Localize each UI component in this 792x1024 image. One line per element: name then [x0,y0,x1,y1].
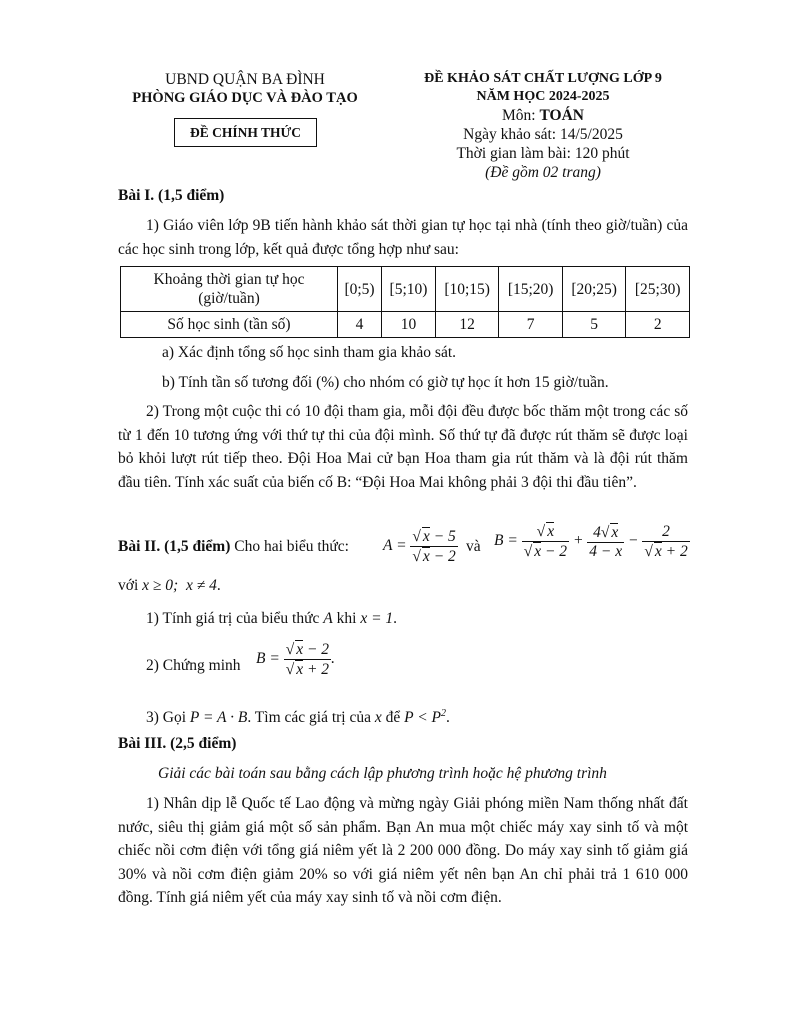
self-study-table [120,266,690,338]
org-header [118,70,372,108]
and-word: và [466,538,481,555]
exam-title: ĐỀ KHẢO SÁT CHẤT LƯỢNG LỚP 9 [424,71,662,86]
table-header-label-b: (giờ/tuần) [198,290,260,307]
subject-name: TOÁN [539,107,584,124]
condition-line: với x ≥ 0; x ≠ 4. [118,577,221,594]
section-1-title: Bài I. (1,5 điểm) [118,187,225,204]
section-1-paragraph-1: 1) Giáo viên lớp 9B tiến hành khảo sát thời gian tự học tại nhà (tính theo giờ/tuần) của các học sinh trong lớp, kết quả được tổng hợp như sau: [118,217,688,258]
question-2-1-text-b: khi [332,610,361,627]
table-row-counts [121,312,690,338]
table-header-label-a: Khoảng thời gian tự học [153,271,305,288]
formula-a: A = $\frac{√ x - 5}{√ x - 2}$ [383,528,456,565]
question-2-2-text: 2) Chứng minh [146,657,241,674]
exam-duration: Thời gian làm bài: 120 phút [456,145,630,162]
question-2-3: 3) Gọi P = A · B. Tìm các giá trị của x để $P < P^2$. [146,708,450,727]
table-header-cell [121,267,338,312]
question-2-3-text-b: . Tìm các giá trị của [247,709,375,727]
question-2-1-text-a: 1) Tính giá trị của biểu thức [146,610,324,627]
official-label-box: ĐỀ CHÍNH THỨC [174,118,317,147]
table-cell-count: 2 [626,312,690,338]
table-cell-interval: [5;10) [382,267,436,312]
school-year: NĂM HỌC 2024-2025 [476,89,610,104]
table-cell-count: 5 [562,312,626,338]
section-3-title: Bài III. (2,5 điểm) [118,735,237,752]
table-cell-interval: [25;30) [626,267,690,312]
subject-prefix: Môn: [502,107,540,124]
question-1b: b) Tính tần số tương đối (%) cho nhóm có giờ tự học ít hơn 15 giờ/tuần. [162,374,609,391]
table-cell-count: 12 [435,312,499,338]
question-2-1: 1) Tính giá trị của biểu thức A khi x = 1. [146,610,398,627]
question-2-2 [146,654,241,678]
table-cell-interval: [0;5) [338,267,382,312]
formula-b: B = $\frac{√ x}{√ x - 2}$ + $\frac{4√ x}{4 - x}$ − $\frac{2}{√ x + 2}$ [494,522,688,560]
question-2-3-text-a: 3) Gọi [146,709,190,727]
pages-note: (Đề gồm 02 trang) [485,164,601,181]
section-2-title: Bài II. (1,5 điểm) [118,538,231,555]
table-cell-count: 4 [338,312,382,338]
question-2-3-text-c: để [381,709,405,727]
table-cell-count: 10 [382,312,436,338]
table-cell-interval: [10;15) [435,267,499,312]
table-cell-count: 7 [499,312,563,338]
section-3-paragraph-1: 1) Nhân dịp lễ Quốc tế Lao động và mừng ngày Giải phóng miền Nam thống nhất đất nước, siêu thị giảm giá một số sản phẩm. Bạn An mua một chiếc máy xay sinh tố và một chiếc nồi cơm điện với tổng giá niêm yết là 2 200 000 đồng. Do máy xay sinh tố giảm giá 30% và nồi cơm điện giảm 20% so với giá niêm yết nên bạn An chỉ phải trả 1 610 000 đồng. Tính giá niêm yết của máy xay sinh tố và nồi cơm điện. [118,795,688,906]
section-2-intro [118,535,349,559]
section-1-paragraph-2: 2) Trong một cuộc thi có 10 đội tham gia, mỗi đội đều được bốc thăm một trong các số từ 1 đến 10 tương ứng với thứ tự thi của đội mình. Số thứ tự đã được rút thăm sẽ được loại bỏ khỏi lượt rút tiếp theo. Đội Hoa Mai cử bạn Hoa tham gia rút thăm và là đội rút thăm đầu tiên. Tính xác suất của biến cố B: “Đội Hoa Mai không phải 3 đội thi đầu tiên”. [118,403,688,491]
condition-prefix: với [118,577,143,594]
question-1a: a) Xác định tổng số học sinh tham gia khảo sát. [162,344,457,361]
table-row-intervals [121,267,690,312]
subject-line [398,106,688,125]
exam-header [398,70,688,182]
table-cell-interval: [20;25) [562,267,626,312]
org-line-2: PHÒNG GIÁO DỤC VÀ ĐÀO TẠO [132,90,358,106]
table-row-label: Số học sinh (tần số) [121,312,338,338]
condition-formula: x ≥ 0; x ≠ 4 [142,577,217,594]
exam-date: Ngày khảo sát: 14/5/2025 [463,126,623,143]
table-cell-interval: [15;20) [499,267,563,312]
section-3-subtitle: Giải các bài toán sau bằng cách lập phương trình hoặc hệ phương trình [158,765,607,782]
org-line-1: UBND QUẬN BA ĐÌNH [165,71,325,88]
formula-b-simplified: B = $\frac{√ x - 2}{√ x + 2}$ . [256,641,335,678]
section-2-intro-text: Cho hai biểu thức: [230,538,349,555]
